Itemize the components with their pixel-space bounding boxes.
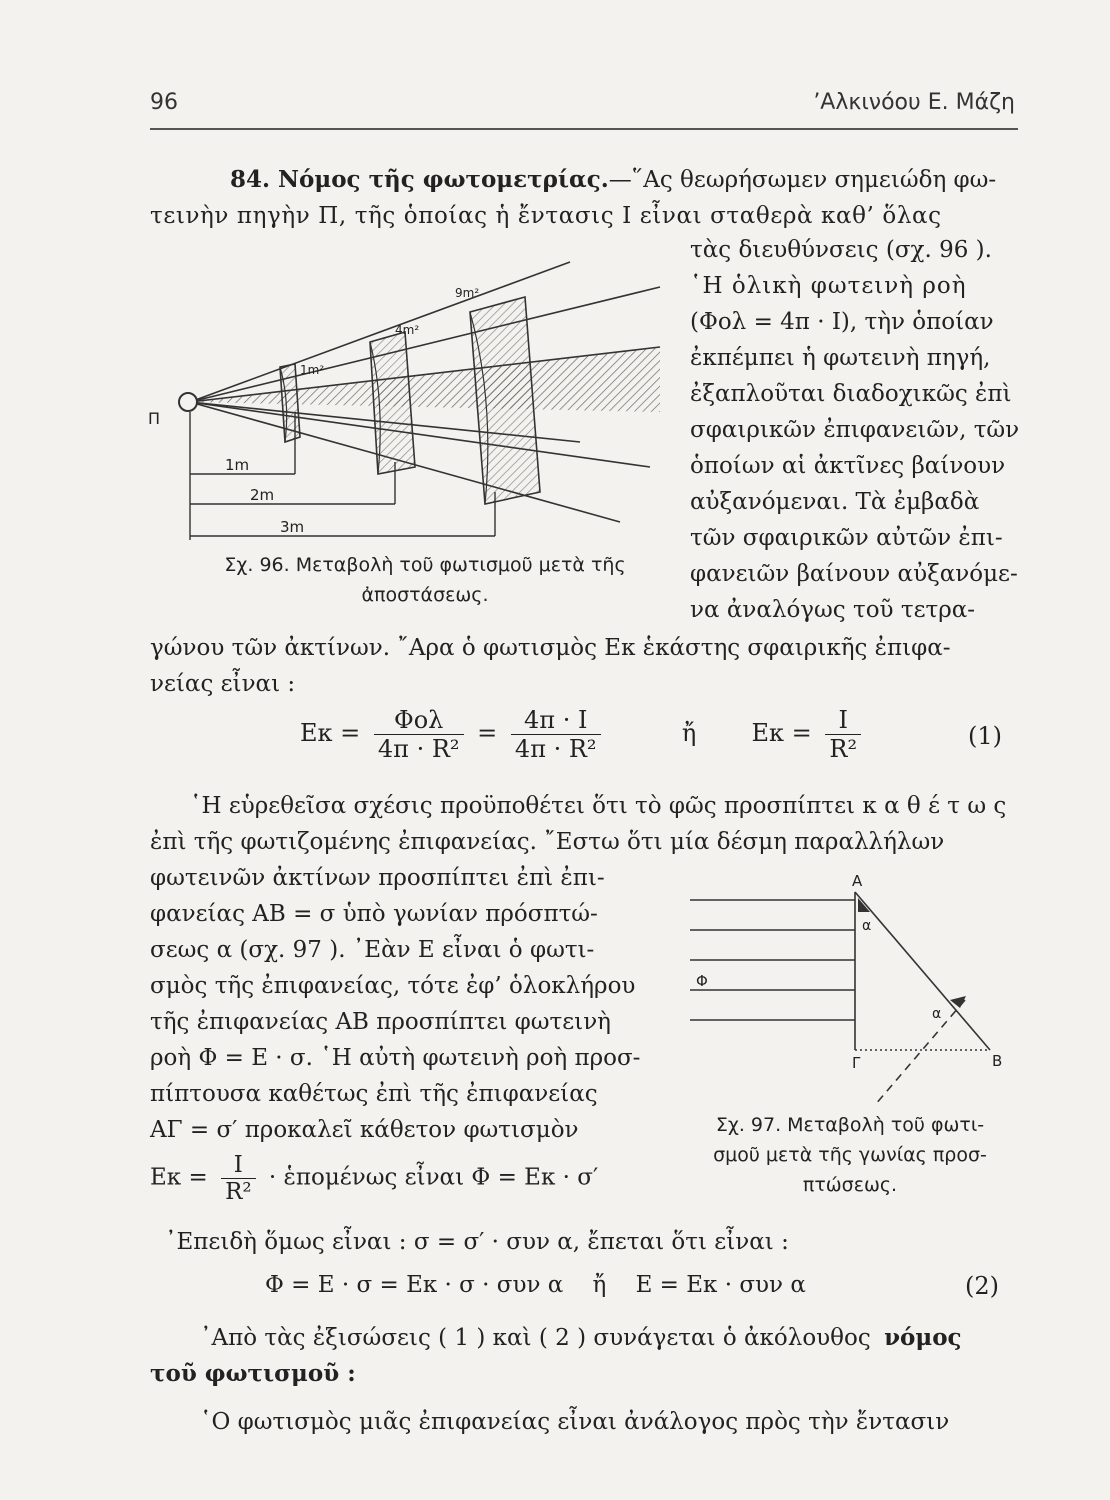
- fig97-label-Phi: Φ: [696, 972, 708, 990]
- section-line-1: τεινὴν πηγὴν Π, τῆς ὁποίας ἡ ἔντασις Ι εἶναι σταθερὰ καθ’ ὅλας: [150, 203, 942, 229]
- para3-line-3b: νόμος: [884, 1324, 962, 1351]
- section-line-9: αὐξανόμεναι. Τὰ ἐμβαδὰ: [690, 489, 980, 515]
- section-line-6: ἐξαπλοῦται διαδοχικῶς ἐπὶ: [690, 381, 1012, 407]
- eq2-number: (2): [965, 1272, 999, 1300]
- section-line-8: ὁποίων αἱ ἀκτῖνες βαίνουν: [690, 453, 1006, 479]
- eq1-frac1: [374, 706, 464, 763]
- section-line-12: να ἀναλόγως τοῦ τετρα-: [690, 597, 976, 623]
- fig96-dist-1: 1m: [225, 456, 250, 474]
- para2-last-line: [150, 1152, 598, 1205]
- fig97-label-B: Β: [992, 1052, 1003, 1070]
- section-line-7: σφαιρικῶν ἐπιφανειῶν, τῶν: [690, 417, 1020, 443]
- section-line-4: (Φολ = 4π · Ι), τὴν ὁποίαν: [690, 309, 994, 335]
- eq1-frac1-num: Φολ: [374, 706, 464, 735]
- para2-line-7: ροὴ Φ = Ε · σ. ῾Η αὐτὴ φωτεινὴ ροὴ προσ-: [150, 1045, 641, 1071]
- fig97-label-alpha1: α: [862, 918, 872, 934]
- fig97-label-A: Α: [852, 872, 863, 890]
- para3-line-5: ῾Ο φωτισμὸς μιᾶς ἐπιφανείας εἶναι ἀνάλογος πρὸς τὴν ἔντασιν: [200, 1409, 950, 1435]
- fig97-caption-line3: πτώσεως.: [802, 1174, 898, 1196]
- fig97-caption-line2: σμοῦ μετὰ τῆς γωνίας προσ-: [713, 1144, 987, 1166]
- eq1-eq-sign: =: [477, 719, 498, 747]
- section-first-line: [230, 164, 996, 196]
- para2-line-2: φωτεινῶν ἀκτίνων προσπίπτει ἐπὶ ἐπι-: [150, 865, 605, 891]
- section-line-2: τὰς διευθύνσεις (σχ. 96 ).: [690, 237, 992, 263]
- para3-line-3a: ᾿Απὸ τὰς ἐξισώσεις ( 1 ) καὶ ( 2 ) συνάγεται ὁ ἀκόλουθος: [200, 1325, 871, 1351]
- section-line-11: φανειῶν βαίνουν αὐξανόμε-: [690, 561, 1018, 587]
- para2-line-4: σεως α (σχ. 97 ). ᾿Εὰν Ε εἶναι ὁ φωτι-: [150, 937, 595, 963]
- para2-last-rest: · ἑπομένως εἶναι Φ = Εκ · σ′: [268, 1164, 599, 1191]
- fig96-area-9: 9m²: [455, 286, 480, 300]
- section-line-13: γώνου τῶν ἀκτίνων. ῎Αρα ὁ φωτισμὸς Εκ ἑκάστης σφαιρικῆς ἐπιφα-: [150, 635, 951, 661]
- para2-line-3: φανείας ΑΒ = σ ὑπὸ γωνίαν πρόσπτώ-: [150, 901, 598, 927]
- fig97-caption-line1: Σχ. 97. Μεταβολὴ τοῦ φωτι-: [715, 1114, 985, 1136]
- eq1-frac3-num: Ι: [825, 706, 861, 735]
- section-line-10: τῶν σφαιρικῶν αὐτῶν ἐπι-: [690, 525, 1003, 551]
- para2-last-lhs: Εκ =: [150, 1164, 208, 1191]
- running-header-author: ’Αλκινόου Ε. Μάζη: [813, 90, 1015, 115]
- fig96-source-label: Π: [148, 409, 161, 428]
- figure-97: [680, 870, 1020, 1110]
- section-line-0: —῞Ας θεωρήσωμεν σημειώδη φω-: [608, 167, 997, 193]
- figure-96: [140, 252, 680, 552]
- para2-line-1: ἐπὶ τῆς φωτιζομένης ἐπιφανείας. ῎Εστω ὅτι μία δέσμη παραλλήλων: [150, 829, 945, 855]
- fig96-caption-line2: ἀποστάσεως.: [361, 584, 489, 606]
- fig96-dist-2: 2m: [250, 486, 275, 504]
- eq1-or: ἤ: [681, 719, 697, 747]
- fig97-label-alpha2: α: [932, 1006, 942, 1022]
- section-line-14: νείας εἶναι :: [150, 671, 296, 697]
- para2-line-5: σμὸς τῆς ἐπιφανείας, τότε ἐφ’ ὁλοκλήρου: [150, 973, 636, 999]
- eq1-lhs2: Εκ =: [751, 719, 812, 747]
- para3-line-3: [200, 1322, 962, 1354]
- eq1-frac2-den: 4π · R²: [514, 735, 597, 763]
- equation-1: [300, 706, 867, 763]
- section-line-3: ῾Η ὁλικὴ φωτεινὴ ροὴ: [690, 273, 967, 299]
- para2-last-den: R²: [225, 1179, 252, 1205]
- eq1-number: (1): [968, 722, 1002, 750]
- eq1-frac1-den: 4π · R²: [377, 735, 460, 763]
- eq1-lhs: Εκ =: [300, 719, 361, 747]
- lamp-icon: [179, 393, 197, 411]
- para2-last-frac: [221, 1152, 256, 1205]
- eq1-frac3: [825, 706, 861, 763]
- eq1-frac2: [511, 706, 601, 763]
- para2-line-8: πίπτουσα καθέτως ἐπὶ τῆς ἐπιφανείας: [150, 1081, 598, 1107]
- header-rule: [150, 128, 1018, 130]
- page-number: 96: [150, 90, 178, 115]
- fig96-area-4: 4m²: [395, 323, 420, 337]
- eq1-frac2-num: 4π · Ι: [511, 706, 601, 735]
- fig96-caption: [180, 550, 670, 610]
- para2-last-num: Ι: [221, 1152, 256, 1179]
- para3-line-1: ᾿Επειδὴ ὅμως εἶναι : σ = σ′ · συν α, ἔπεται ὅτι εἶναι :: [165, 1229, 789, 1255]
- fig97-label-G: Γ: [852, 1054, 861, 1072]
- para2-line-0: ῾Η εὑρεθεῖσα σχέσις προϋποθέτει ὅτι τὸ φῶς προσπίπτει κ α θ έ τ ω ς: [190, 793, 1007, 819]
- fig96-dist-3: 3m: [280, 518, 305, 536]
- para2-line-9: ΑΓ = σ′ προκαλεῖ κάθετον φωτισμὸν: [150, 1117, 579, 1143]
- para3-line-4: τοῦ φωτισμοῦ :: [150, 1360, 356, 1387]
- para2-line-6: τῆς ἐπιφανείας ΑΒ προσπίπτει φωτεινὴ: [150, 1009, 611, 1035]
- fig97-caption: [680, 1110, 1020, 1200]
- section-line-5: ἐκπέμπει ἡ φωτεινὴ πηγή,: [690, 345, 991, 371]
- equation-2: Φ = Ε · σ = Εκ · σ · συν α ἤ Ε = Εκ · συν α: [265, 1272, 806, 1298]
- fig96-caption-line1: Σχ. 96. Μεταβολὴ τοῦ φωτισμοῦ μετὰ τῆς: [224, 554, 626, 576]
- eq1-frac3-den: R²: [829, 735, 858, 763]
- section-title: 84. Νόμος τῆς φωτομετρίας.: [230, 166, 609, 193]
- fig96-area-1: 1m²: [300, 363, 325, 377]
